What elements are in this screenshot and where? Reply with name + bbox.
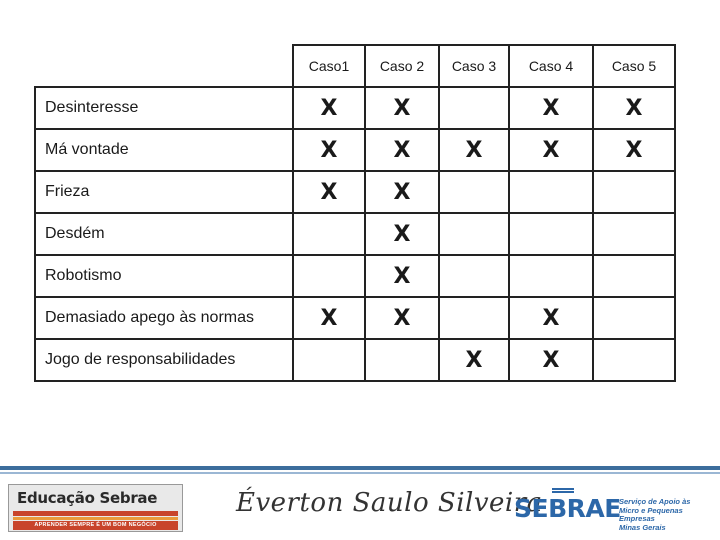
row-label: Desinteresse [35, 87, 293, 129]
cases-table [34, 44, 676, 382]
table-header-row [35, 45, 675, 87]
mark-cell [509, 213, 593, 255]
table-row [35, 297, 675, 339]
row-label: Desdém [35, 213, 293, 255]
sebrae-subtitle-line: Serviço de Apoio às [619, 497, 691, 506]
mark-cell [439, 87, 509, 129]
mark-cell [593, 297, 675, 339]
sebrae-wordmark: SEBRAE [514, 494, 621, 523]
mark-cell: X [293, 87, 365, 129]
mark-cell [509, 171, 593, 213]
table-row [35, 213, 675, 255]
column-header: Caso 4 [509, 45, 593, 87]
author-signature: Éverton Saulo Silveira [236, 488, 543, 518]
mark-cell: X [293, 171, 365, 213]
edu-logo-tagline: APRENDER SEMPRE É UM BOM NEGÓCIO [13, 521, 178, 530]
mark-cell [439, 255, 509, 297]
column-header: Caso 2 [365, 45, 439, 87]
table-row [35, 129, 675, 171]
mark-cell: X [365, 87, 439, 129]
mark-cell: X [509, 129, 593, 171]
mark-cell [593, 213, 675, 255]
mark-cell [593, 171, 675, 213]
edu-logo-orange-bar [13, 517, 178, 520]
sebrae-subtitle [619, 498, 714, 532]
mark-cell [293, 339, 365, 381]
mark-cell: X [439, 339, 509, 381]
footer-rule-light [0, 472, 720, 474]
mark-cell: X [293, 129, 365, 171]
row-label: Demasiado apego às normas [35, 297, 293, 339]
table-corner-cell [35, 45, 293, 87]
educacao-sebrae-logo [8, 484, 183, 532]
footer-rule-dark [0, 466, 720, 470]
table-row [35, 87, 675, 129]
mark-cell [439, 297, 509, 339]
sebrae-subtitle-line: Micro e Pequenas Empresas [619, 505, 683, 523]
edu-logo-red-bar [13, 511, 178, 516]
mark-cell: X [365, 213, 439, 255]
table-row [35, 171, 675, 213]
mark-cell [365, 339, 439, 381]
column-header: Caso1 [293, 45, 365, 87]
mark-cell: X [365, 129, 439, 171]
table-row [35, 255, 675, 297]
mark-cell: X [365, 255, 439, 297]
mark-cell [509, 255, 593, 297]
column-header: Caso 5 [593, 45, 675, 87]
mark-cell: X [509, 339, 593, 381]
mark-cell: X [593, 87, 675, 129]
mark-cell [593, 255, 675, 297]
row-label: Má vontade [35, 129, 293, 171]
column-header: Caso 3 [439, 45, 509, 87]
mark-cell [439, 171, 509, 213]
mark-cell [293, 255, 365, 297]
sebrae-logo [514, 484, 714, 532]
table-row [35, 339, 675, 381]
mark-cell: X [365, 297, 439, 339]
mark-cell [593, 339, 675, 381]
sebrae-subtitle-line: Minas Gerais [619, 522, 666, 532]
row-label: Jogo de responsabilidades [35, 339, 293, 381]
edu-logo-title: Educação Sebrae [17, 489, 158, 507]
row-label: Frieza [35, 171, 293, 213]
mark-cell: X [509, 87, 593, 129]
row-label: Robotismo [35, 255, 293, 297]
mark-cell: X [509, 297, 593, 339]
mark-cell: X [439, 129, 509, 171]
mark-cell: X [293, 297, 365, 339]
mark-cell: X [365, 171, 439, 213]
mark-cell [293, 213, 365, 255]
mark-cell [439, 213, 509, 255]
mark-cell: X [593, 129, 675, 171]
